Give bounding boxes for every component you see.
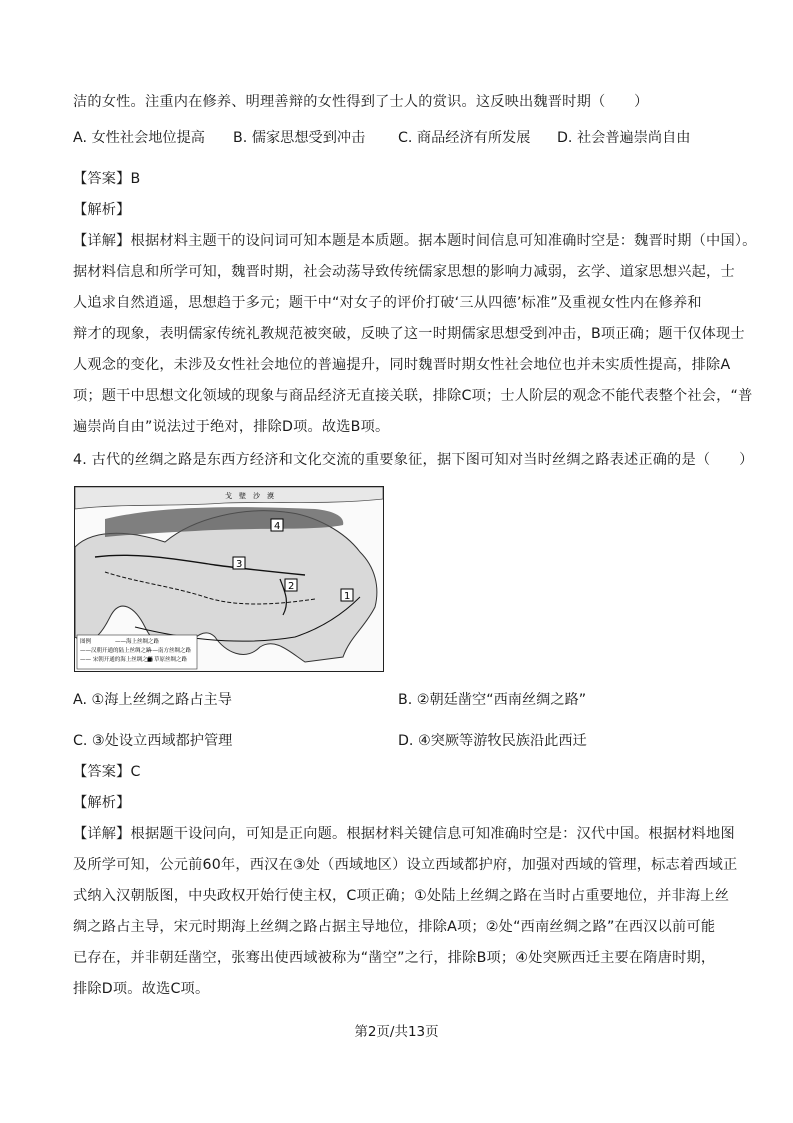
- q3-detail-line: 人观念的变化，未涉及女性社会地位的普遍提升，同时魏晋时期女性社会地位也并未实质性提高，排除A: [73, 357, 731, 373]
- legend-item: ——南方丝绸之路: [147, 648, 192, 654]
- legend-item: ■ 草原丝绸之路: [147, 657, 187, 663]
- page-footer: 第2页/共13页: [354, 1024, 439, 1040]
- q3-detail-line: 项；题干中思想文化领域的现象与商品经济无直接关联，排除C项；士人阶层的观念不能代表整个社会，“普: [73, 388, 753, 404]
- q3-option-a: A. 女性社会地位提高: [73, 130, 205, 146]
- q3-option-d: D. 社会普遍崇尚自由: [557, 130, 691, 146]
- q4-detail-line: 【详解】根据题干设问向，可知是正向题。根据材料关键信息可知准确时空是：汉代中国。根据材料地图: [73, 826, 735, 842]
- q3-detail-line: 据材料信息和所学可知，魏晋时期，社会动荡导致传统儒家思想的影响力减弱，玄学、道家思想兴起，士: [73, 264, 735, 280]
- q4-detail-line: 已存在，并非朝廷凿空，张骞出使西域被称为“凿空”之行，排除B项；④处突厥西迁主要在隋唐时期，: [73, 950, 716, 966]
- marker-4-label: 4: [274, 521, 281, 532]
- q4-answer: 【答案】C: [73, 764, 141, 780]
- legend-title: 图例: [80, 639, 92, 645]
- q3-detail-line: 遍崇尚自由”说法过于绝对，排除D项。故选B项。: [73, 419, 390, 435]
- q4-stem: 4. 古代的丝绸之路是东西方经济和文化交流的重要象征，据下图可知对当时丝绸之路表述正确的是（ ）: [73, 452, 754, 468]
- q4-option-b: B. ②朝廷凿空“西南丝绸之路”: [398, 692, 587, 708]
- legend-item: ——汉朝开通的陆上丝绸之路: [80, 648, 152, 654]
- q4-detail-line: 绸之路占主导，宋元时期海上丝绸之路占据主导地位，排除A项；②处“西南丝绸之路”在西汉以前可能: [73, 919, 716, 935]
- q4-detail-line: 及所学可知，公元前60年，西汉在③处（西域地区）设立西域都护府，加强对西域的管理，标志着西域正: [73, 857, 738, 873]
- q4-analysis-label: 【解析】: [73, 795, 131, 811]
- q3-analysis-label: 【解析】: [73, 202, 131, 218]
- q4-option-c: C. ③处设立西域都护管理: [73, 733, 233, 749]
- legend-item: —— 宋朝开通的海上丝绸之路: [80, 657, 154, 663]
- q3-detail-line: 辩才的现象，表明儒家传统礼教规范被突破，反映了这一时期儒家思想受到冲击，B项正确；题干仅体现士: [73, 326, 745, 342]
- q4-option-d: D. ④突厥等游牧民族沿此西迁: [398, 733, 587, 749]
- silk-road-map: [74, 486, 384, 672]
- map-top-label: 戈 壁 沙 漠: [225, 492, 274, 500]
- q3-option-b: B. 儒家思想受到冲击: [233, 130, 366, 146]
- q3-detail-line: 【详解】根据材料主题干的设问词可知本题是本质题。据本题时间信息可知准确时空是：魏晋时期（中国）。: [73, 233, 757, 249]
- q3-detail-line: 人追求自然逍遥，思想趋于多元；题干中“对女子的评价打破‘三从四德’标准”及重视女性内在修养和: [73, 295, 702, 311]
- marker-1-label: 1: [344, 591, 351, 602]
- q3-option-c: C. 商品经济有所发展: [398, 130, 531, 146]
- silk-road-map-figure: [75, 487, 383, 671]
- q3-answer: 【答案】B: [73, 171, 141, 187]
- q4-detail-line: 式纳入汉朝版图，中央政权开始行使主权，C项正确；①处陆上丝绸之路在当时占重要地位，并非海上丝: [73, 888, 730, 904]
- q4-detail-line: 排除D项。故选C项。: [73, 981, 210, 997]
- q4-option-a: A. ①海上丝绸之路占主导: [73, 692, 232, 708]
- marker-2-label: 2: [288, 581, 295, 592]
- q3-stem-tail: 洁的女性。注重内在修养、明理善辩的女性得到了士人的赏识。这反映出魏晋时期（ ）: [73, 94, 649, 110]
- legend-item: ——海上丝绸之路: [115, 639, 160, 645]
- marker-3-label: 3: [236, 559, 243, 570]
